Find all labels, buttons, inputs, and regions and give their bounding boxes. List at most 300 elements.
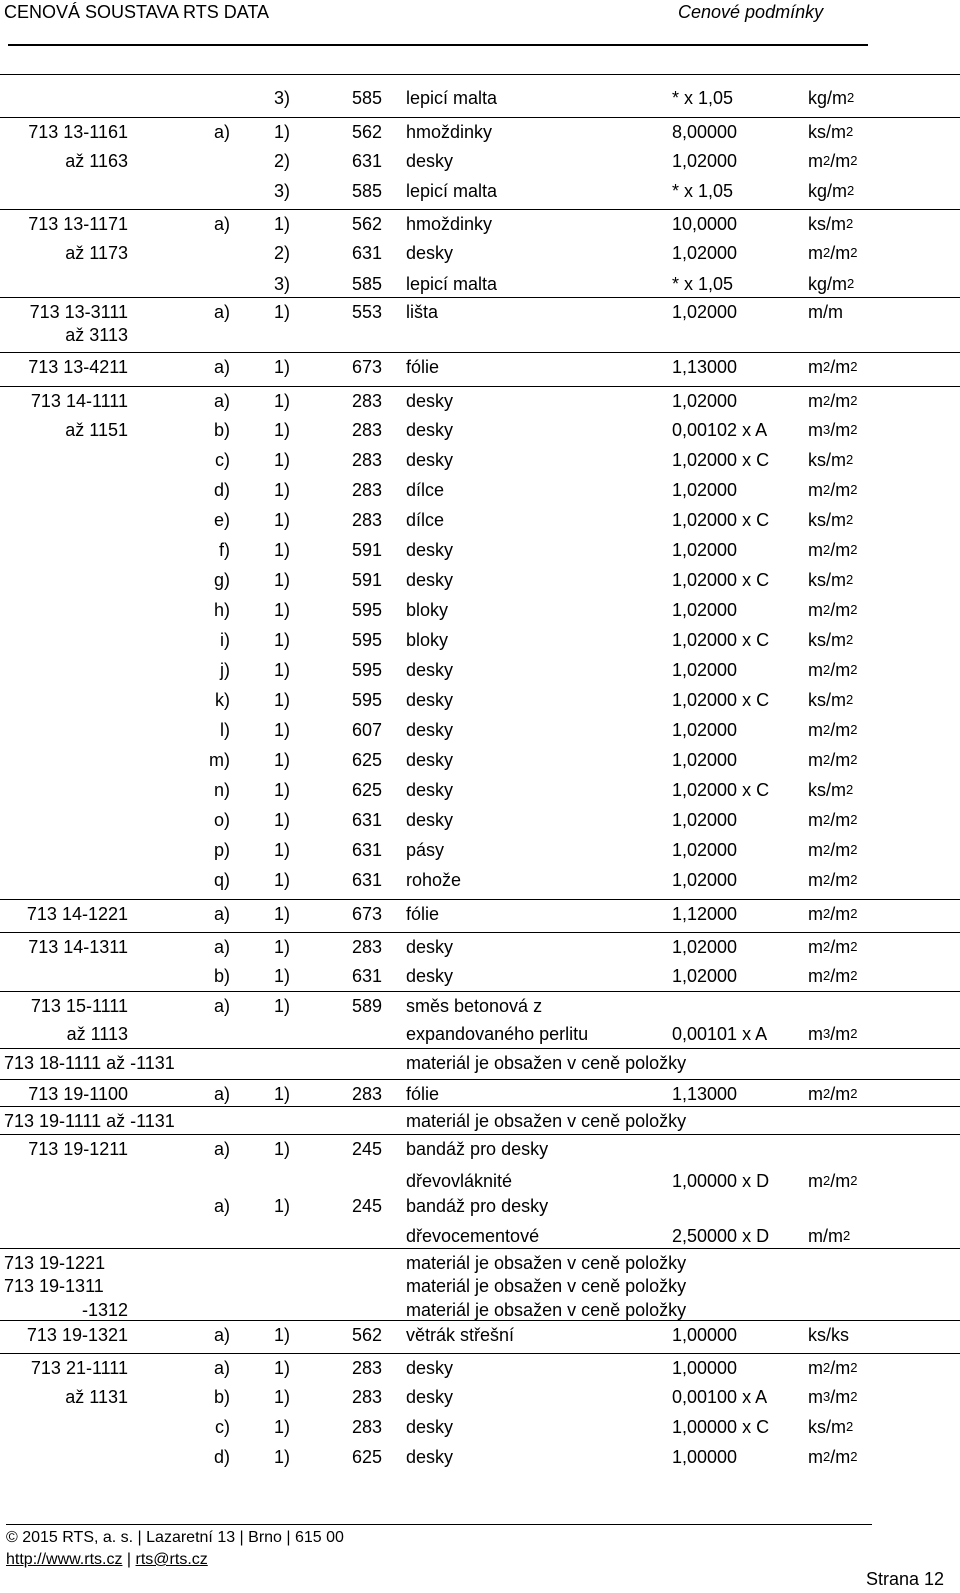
unit-exponent: 2 bbox=[850, 968, 858, 983]
unit-exponent: 2 bbox=[850, 1389, 858, 1404]
unit-text: m bbox=[808, 1358, 823, 1378]
unit-text: ks/m bbox=[808, 450, 846, 470]
variant-letter: e) bbox=[213, 510, 230, 530]
unit bbox=[808, 476, 857, 506]
variant-letter: a) bbox=[213, 1196, 230, 1216]
unit-text: m bbox=[808, 540, 823, 560]
unit-text: kg/m bbox=[808, 274, 848, 294]
unit-text: ks/m bbox=[808, 630, 846, 650]
material-index: 1) bbox=[273, 750, 290, 770]
item-code: 713 13-1171 bbox=[28, 214, 128, 234]
unit-text: m bbox=[808, 391, 823, 411]
unit bbox=[808, 1443, 857, 1473]
variant-letter: a) bbox=[213, 937, 230, 957]
unit-exponent: 2 bbox=[823, 968, 831, 983]
material-name: lepicí malta bbox=[406, 88, 498, 108]
email-link[interactable]: rts@rts.cz bbox=[135, 1551, 208, 1568]
material-name: pásy bbox=[406, 840, 445, 860]
material-group: 625 bbox=[351, 750, 382, 770]
quantity: 1,00000 x D bbox=[672, 1171, 770, 1191]
table-row bbox=[0, 476, 960, 504]
material-group: 607 bbox=[351, 720, 382, 740]
variant-letter: k) bbox=[215, 690, 230, 710]
unit-exponent: 2 bbox=[850, 1173, 858, 1188]
unit bbox=[808, 626, 853, 656]
item-code: 713 19-1111 až -1131 bbox=[4, 1111, 175, 1131]
page-header bbox=[0, 0, 960, 50]
material-name: lepicí malta bbox=[406, 274, 498, 294]
unit bbox=[808, 353, 857, 383]
unit bbox=[808, 776, 853, 806]
variant-letter: b) bbox=[213, 966, 230, 986]
variant-letter: d) bbox=[213, 1447, 230, 1467]
material-index: 1) bbox=[273, 391, 290, 411]
quantity: 8,00000 bbox=[672, 122, 738, 142]
material-name: dílce bbox=[406, 480, 445, 500]
quantity: 1,12000 bbox=[672, 904, 738, 924]
material-group: 631 bbox=[351, 151, 382, 171]
material-index: 1) bbox=[273, 1358, 290, 1378]
unit bbox=[808, 446, 853, 476]
unit-text: kg/m bbox=[808, 181, 848, 201]
material-name: bandáž pro desky bbox=[406, 1139, 549, 1159]
quantity: 1,02000 bbox=[672, 937, 738, 957]
unit-text: m bbox=[808, 480, 823, 500]
item-code: 713 15-1111 bbox=[30, 996, 128, 1016]
unit-exponent: 2 bbox=[823, 939, 831, 954]
quantity: * x 1,05 bbox=[672, 274, 734, 294]
footer-copyright: © 2015 RTS, a. s. | Lazaretní 13 | Brno | 615 00 bbox=[6, 1529, 344, 1546]
unit-exponent: 2 bbox=[850, 1086, 858, 1101]
material-name: desky bbox=[406, 810, 454, 830]
table-row bbox=[0, 1192, 960, 1220]
quantity: 1,02000 x C bbox=[672, 570, 770, 590]
quantity: 0,00100 x A bbox=[672, 1387, 768, 1407]
unit-exponent: 2 bbox=[847, 276, 855, 291]
material-group: 673 bbox=[351, 904, 382, 924]
item-code: až 1131 bbox=[65, 1387, 128, 1407]
material-name: bloky bbox=[406, 630, 449, 650]
material-name: desky bbox=[406, 450, 454, 470]
table-row bbox=[0, 84, 960, 112]
material-index: 1) bbox=[273, 450, 290, 470]
unit bbox=[808, 147, 857, 177]
unit-exponent: 2 bbox=[850, 1026, 858, 1041]
material-index: 1) bbox=[273, 540, 290, 560]
unit bbox=[808, 596, 857, 626]
unit-exponent: 2 bbox=[823, 482, 831, 497]
material-name: desky bbox=[406, 690, 454, 710]
unit-exponent: 2 bbox=[823, 245, 831, 260]
unit-exponent: 2 bbox=[823, 359, 831, 374]
unit-text: /m bbox=[830, 810, 851, 830]
table-row bbox=[0, 1048, 960, 1077]
variant-letter: o) bbox=[213, 810, 230, 830]
unit-exponent: 2 bbox=[847, 183, 855, 198]
material-group: 595 bbox=[351, 690, 382, 710]
unit-text: ks/m bbox=[808, 510, 846, 530]
quantity: 1,02000 bbox=[672, 660, 738, 680]
variant-letter: a) bbox=[213, 391, 230, 411]
material-group: 585 bbox=[351, 88, 382, 108]
quantity: 1,02000 bbox=[672, 302, 738, 322]
material-name: rohože bbox=[406, 870, 462, 890]
item-code: až 1113 bbox=[66, 1024, 128, 1044]
variant-letter: l) bbox=[220, 720, 230, 740]
unit bbox=[808, 566, 853, 596]
material-group: 562 bbox=[351, 214, 382, 234]
unit-exponent: 2 bbox=[850, 153, 858, 168]
variant-letter: c) bbox=[215, 450, 230, 470]
quantity: * x 1,05 bbox=[672, 88, 734, 108]
unit-exponent: 2 bbox=[850, 939, 858, 954]
variant-letter: d) bbox=[213, 480, 230, 500]
material-name: materiál je obsažen v ceně položky bbox=[406, 1300, 687, 1320]
table-row bbox=[0, 716, 960, 744]
page-number: Strana 12 bbox=[866, 1569, 945, 1589]
unit-text: m bbox=[808, 870, 823, 890]
material-name: desky bbox=[406, 1387, 454, 1407]
unit bbox=[808, 118, 853, 148]
material-index: 1) bbox=[273, 660, 290, 680]
unit-exponent: 2 bbox=[850, 245, 858, 260]
material-name: dřevocementové bbox=[406, 1226, 540, 1246]
material-name: hmoždinky bbox=[406, 214, 493, 234]
table-row bbox=[0, 352, 960, 381]
material-name: materiál je obsažen v ceně položky bbox=[406, 1053, 687, 1073]
unit-exponent: 2 bbox=[850, 812, 858, 827]
table-top-rule bbox=[0, 74, 960, 75]
variant-letter: p) bbox=[213, 840, 230, 860]
table-row bbox=[0, 806, 960, 834]
material-index: 1) bbox=[273, 630, 290, 650]
unit-text: m bbox=[808, 937, 823, 957]
unit bbox=[808, 387, 857, 417]
variant-letter: b) bbox=[213, 1387, 230, 1407]
item-code: 713 13-3111 bbox=[29, 302, 128, 322]
unit-text: /m bbox=[830, 480, 851, 500]
unit-exponent: 2 bbox=[850, 482, 858, 497]
material-name: lišta bbox=[406, 302, 439, 322]
quantity: 1,00000 bbox=[672, 1358, 738, 1378]
item-code: 713 18-1111 až -1131 bbox=[4, 1053, 175, 1073]
variant-letter: a) bbox=[213, 1325, 230, 1345]
table-row bbox=[0, 866, 960, 894]
unit bbox=[808, 900, 857, 930]
unit-exponent: 2 bbox=[823, 662, 831, 677]
item-code: 713 19-1311 bbox=[4, 1276, 104, 1296]
table-row bbox=[0, 1443, 960, 1471]
unit bbox=[808, 536, 857, 566]
unit bbox=[808, 1413, 853, 1443]
material-index: 1) bbox=[273, 870, 290, 890]
material-name: materiál je obsažen v ceně položky bbox=[406, 1111, 687, 1131]
material-group: 245 bbox=[351, 1139, 382, 1159]
quantity: * x 1,05 bbox=[672, 181, 734, 201]
material-index: 1) bbox=[273, 996, 290, 1016]
material-index: 3) bbox=[273, 274, 290, 294]
unit-exponent: 2 bbox=[823, 842, 831, 857]
unit-text: /m bbox=[830, 151, 851, 171]
unit-exponent: 3 bbox=[823, 1389, 831, 1404]
variant-letter: c) bbox=[215, 1417, 230, 1437]
unit-text: /m bbox=[830, 540, 851, 560]
table-row bbox=[0, 656, 960, 684]
material-group: 283 bbox=[351, 1358, 382, 1378]
material-group: 589 bbox=[351, 996, 382, 1016]
material-index: 1) bbox=[273, 570, 290, 590]
unit-text: /m bbox=[830, 1024, 851, 1044]
unit-text: m bbox=[808, 1447, 823, 1467]
material-index: 3) bbox=[273, 88, 290, 108]
material-index: 2) bbox=[273, 151, 290, 171]
unit-text: /m bbox=[830, 750, 851, 770]
header-section: Cenové podmínky bbox=[678, 2, 824, 22]
material-group: 673 bbox=[351, 357, 382, 377]
footer-rule bbox=[6, 1524, 872, 1525]
variant-letter: a) bbox=[213, 1139, 230, 1159]
unit bbox=[808, 84, 854, 114]
material-name: desky bbox=[406, 151, 454, 171]
material-index: 1) bbox=[273, 810, 290, 830]
material-name: desky bbox=[406, 937, 454, 957]
material-name: fólie bbox=[406, 904, 440, 924]
unit-exponent: 2 bbox=[850, 422, 858, 437]
quantity: 1,02000 bbox=[672, 750, 738, 770]
unit-text: m/m bbox=[808, 302, 843, 322]
quantity: 1,13000 bbox=[672, 1084, 738, 1104]
unit bbox=[808, 1354, 857, 1384]
quantity: 1,00000 x C bbox=[672, 1417, 770, 1437]
material-name: lepicí malta bbox=[406, 181, 498, 201]
unit-text: m bbox=[808, 151, 823, 171]
unit-text: /m bbox=[830, 1447, 851, 1467]
unit-exponent: 2 bbox=[846, 1419, 854, 1434]
unit-exponent: 2 bbox=[823, 1449, 831, 1464]
variant-letter: a) bbox=[213, 214, 230, 234]
material-group: 625 bbox=[351, 1447, 382, 1467]
unit-exponent: 2 bbox=[846, 692, 854, 707]
unit-text: ks/m bbox=[808, 570, 846, 590]
unit-text: /m bbox=[830, 870, 851, 890]
unit-text: /m bbox=[830, 840, 851, 860]
item-code: až 3113 bbox=[65, 325, 128, 345]
unit-exponent: 2 bbox=[843, 1228, 851, 1243]
table-row bbox=[0, 386, 960, 415]
item-code: 713 19-1211 bbox=[28, 1139, 128, 1159]
material-index: 1) bbox=[273, 937, 290, 957]
item-code: 713 13-4211 bbox=[28, 357, 128, 377]
material-index: 1) bbox=[273, 1139, 290, 1159]
material-name: fólie bbox=[406, 1084, 440, 1104]
unit-text: ks/m bbox=[808, 780, 846, 800]
unit-exponent: 2 bbox=[823, 153, 831, 168]
table-row bbox=[0, 270, 960, 298]
quantity: 1,13000 bbox=[672, 357, 738, 377]
material-index: 1) bbox=[273, 966, 290, 986]
unit-exponent: 2 bbox=[850, 842, 858, 857]
material-index: 1) bbox=[273, 1387, 290, 1407]
table-row bbox=[0, 1106, 960, 1135]
material-group: 283 bbox=[351, 1387, 382, 1407]
quantity: 1,02000 x C bbox=[672, 630, 770, 650]
unit-text: m bbox=[808, 720, 823, 740]
unit-text: m bbox=[808, 840, 823, 860]
table-row bbox=[0, 991, 960, 1020]
material-index: 1) bbox=[273, 1084, 290, 1104]
unit-text: ks/m bbox=[808, 214, 846, 234]
table-row bbox=[0, 446, 960, 474]
unit-text: m bbox=[808, 810, 823, 830]
unit-exponent: 2 bbox=[850, 752, 858, 767]
unit-text: m bbox=[808, 1024, 823, 1044]
quantity: 1,02000 bbox=[672, 600, 738, 620]
unit bbox=[808, 1020, 857, 1050]
item-code: 713 19-1321 bbox=[26, 1325, 128, 1345]
unit-exponent: 2 bbox=[823, 393, 831, 408]
material-index: 1) bbox=[273, 1447, 290, 1467]
material-group: 631 bbox=[351, 840, 382, 860]
unit-exponent: 2 bbox=[850, 542, 858, 557]
material-index: 1) bbox=[273, 1196, 290, 1216]
table-row bbox=[0, 1413, 960, 1441]
table-row bbox=[0, 239, 960, 267]
unit-text: /m bbox=[830, 357, 851, 377]
unit-text: m bbox=[808, 243, 823, 263]
material-name: desky bbox=[406, 966, 454, 986]
unit-text: /m bbox=[830, 1358, 851, 1378]
material-group: 562 bbox=[351, 1325, 382, 1345]
unit-exponent: 2 bbox=[847, 90, 855, 105]
unit-exponent: 2 bbox=[850, 906, 858, 921]
unit-exponent: 2 bbox=[846, 452, 854, 467]
material-index: 1) bbox=[273, 214, 290, 234]
unit-text: /m bbox=[830, 243, 851, 263]
table-row bbox=[0, 506, 960, 534]
material-index: 1) bbox=[273, 690, 290, 710]
material-name: desky bbox=[406, 750, 454, 770]
quantity: 1,00000 bbox=[672, 1325, 738, 1345]
unit bbox=[808, 866, 857, 896]
table-row bbox=[0, 626, 960, 654]
unit-text: m bbox=[808, 600, 823, 620]
header-rule bbox=[8, 44, 868, 46]
variant-letter: q) bbox=[213, 870, 230, 890]
unit-exponent: 2 bbox=[823, 1173, 831, 1188]
material-group: 595 bbox=[351, 630, 382, 650]
quantity: 1,00000 bbox=[672, 1447, 738, 1467]
unit-text: /m bbox=[830, 600, 851, 620]
item-code: 713 13-1161 bbox=[28, 122, 128, 142]
unit-text: ks/m bbox=[808, 690, 846, 710]
unit-exponent: 2 bbox=[823, 1086, 831, 1101]
table-row bbox=[0, 536, 960, 564]
table-row bbox=[0, 1167, 960, 1195]
unit bbox=[808, 239, 857, 269]
unit bbox=[808, 210, 853, 240]
material-name: desky bbox=[406, 720, 454, 740]
table-row bbox=[0, 1383, 960, 1411]
unit-exponent: 2 bbox=[850, 662, 858, 677]
table-row bbox=[0, 746, 960, 774]
unit-exponent: 2 bbox=[846, 512, 854, 527]
unit-text: /m bbox=[830, 1084, 851, 1104]
unit-text: /m bbox=[830, 904, 851, 924]
unit-text: /m bbox=[830, 391, 851, 411]
material-name: dílce bbox=[406, 510, 445, 530]
material-group: 283 bbox=[351, 510, 382, 530]
material-group: 283 bbox=[351, 420, 382, 440]
material-name: desky bbox=[406, 1447, 454, 1467]
unit-text: /m bbox=[830, 720, 851, 740]
material-name: materiál je obsažen v ceně položky bbox=[406, 1253, 687, 1273]
unit-text: m bbox=[808, 420, 823, 440]
unit-text: m bbox=[808, 904, 823, 924]
material-group: 625 bbox=[351, 780, 382, 800]
unit-exponent: 2 bbox=[846, 124, 854, 139]
material-name: fólie bbox=[406, 357, 440, 377]
unit bbox=[808, 933, 857, 963]
quantity: 1,02000 bbox=[672, 720, 738, 740]
quantity: 1,02000 bbox=[672, 870, 738, 890]
unit-text: m bbox=[808, 1387, 823, 1407]
quantity: 1,02000 bbox=[672, 540, 738, 560]
unit-exponent: 2 bbox=[823, 542, 831, 557]
unit-exponent: 2 bbox=[850, 393, 858, 408]
material-name: bloky bbox=[406, 600, 449, 620]
table-row bbox=[0, 416, 960, 444]
item-code: až 1151 bbox=[65, 420, 128, 440]
unit-exponent: 2 bbox=[850, 602, 858, 617]
table-row bbox=[0, 117, 960, 146]
variant-letter: j) bbox=[220, 660, 230, 680]
material-index: 1) bbox=[273, 720, 290, 740]
unit-text: /m bbox=[830, 420, 851, 440]
unit-exponent: 2 bbox=[846, 632, 854, 647]
material-name: materiál je obsažen v ceně položky bbox=[406, 1276, 687, 1296]
unit-exponent: 2 bbox=[850, 1360, 858, 1375]
unit-text: ks/m bbox=[808, 1417, 846, 1437]
quantity: 1,02000 x C bbox=[672, 780, 770, 800]
material-name: desky bbox=[406, 570, 454, 590]
material-name: hmoždinky bbox=[406, 122, 493, 142]
unit bbox=[808, 1383, 857, 1413]
variant-letter: a) bbox=[213, 996, 230, 1016]
unit-text: /m bbox=[830, 1387, 851, 1407]
material-group: 631 bbox=[351, 243, 382, 263]
material-name: desky bbox=[406, 420, 454, 440]
variant-letter: n) bbox=[213, 780, 230, 800]
material-name: dřevovláknité bbox=[406, 1171, 513, 1191]
table-row bbox=[0, 177, 960, 205]
material-index: 1) bbox=[273, 480, 290, 500]
material-index: 1) bbox=[273, 357, 290, 377]
variant-letter: i) bbox=[220, 630, 230, 650]
material-index: 3) bbox=[273, 181, 290, 201]
material-name: expandovaného perlitu bbox=[406, 1024, 589, 1044]
variant-letter: a) bbox=[213, 1084, 230, 1104]
material-name: větrák střešní bbox=[406, 1325, 515, 1345]
table-row bbox=[0, 932, 960, 961]
unit bbox=[808, 716, 857, 746]
table-row bbox=[0, 596, 960, 624]
item-code: 713 19-1221 bbox=[4, 1253, 106, 1273]
material-group: 283 bbox=[351, 391, 382, 411]
website-link[interactable]: http://www.rts.cz bbox=[6, 1551, 123, 1568]
quantity: 0,00101 x A bbox=[672, 1024, 768, 1044]
material-name: desky bbox=[406, 780, 454, 800]
variant-letter: a) bbox=[213, 302, 230, 322]
